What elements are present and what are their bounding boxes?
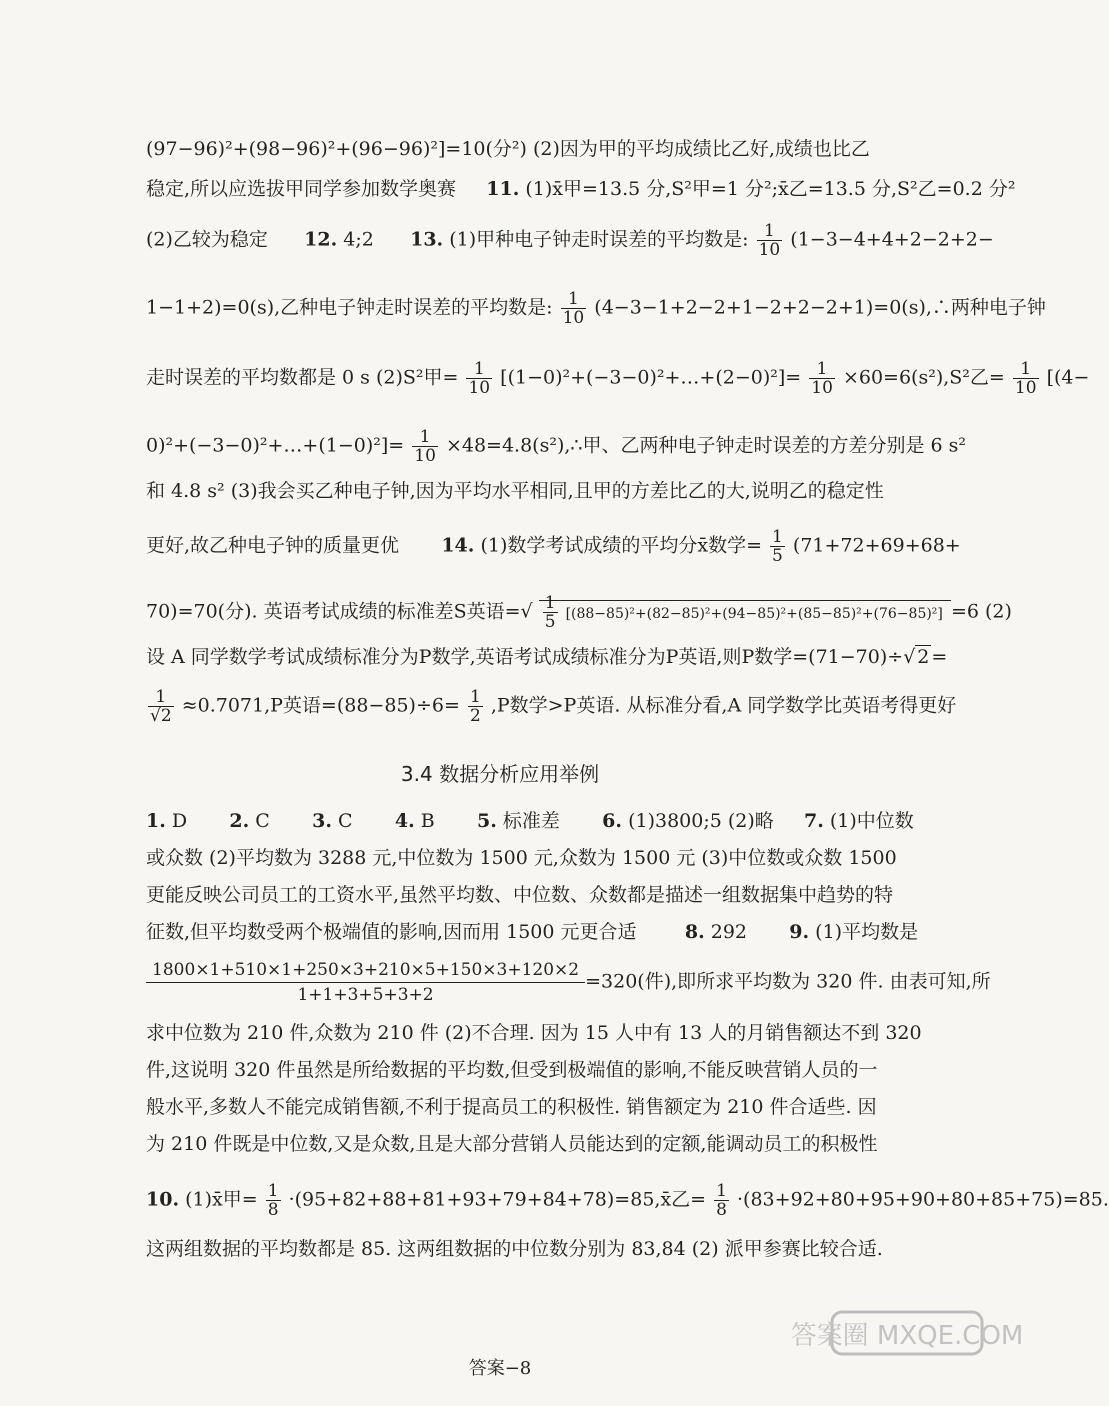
text-line: 为 210 件既是中位数,又是众数,且是大部分营销人员能达到的定额,能调动员工的积极性 [146, 1133, 878, 1155]
fraction: $\frac{1}{10}$ [811, 359, 833, 398]
text-line: 和 4.8 s² (3)我会买乙种电子钟,因为平均水平相同,且甲的方差比乙的大,说明乙的稳定性 [146, 480, 884, 502]
text-line: 件,这说明 320 件虽然是所给数据的平均数,但受到极端值的影响,不能反映营销人员的一 [146, 1059, 878, 1081]
answer-value: C [338, 810, 353, 832]
text-span: [(1−0)²+(−3−0)²+…+(2−0)²]= [500, 366, 802, 389]
question-number: 6. [602, 810, 623, 832]
answer-value: (1)中位数 [829, 810, 914, 832]
text-line: 更能反映公司员工的工资水平,虽然平均数、中位数、众数都是描述一组数据集中趋势的特 [146, 884, 894, 906]
text-span: 0)²+(−3−0)²+…+(1−0)²]= [146, 434, 405, 457]
text-line [146, 289, 1046, 328]
text-span: [(4− [1046, 366, 1090, 389]
text-span: 70)=70(分). 英语考试成绩的标准差S英语=√ [146, 600, 533, 623]
answer-value: 标准差 [502, 810, 560, 832]
fraction: $\frac{1}{5}$ [772, 527, 783, 566]
text-span: 征数,但平均数受两个极端值的影响,因而用 1500 元更合适 [146, 921, 637, 943]
text-line [146, 427, 967, 466]
text-line: 设 A 同学数学考试成绩标准分为P数学,英语考试成绩标准分为P英语,则P数学=(71−70)÷√ 2 = [146, 646, 948, 668]
text-span: 走时误差的平均数都是 0 s (2)S²甲= [146, 366, 459, 389]
text-line: 或众数 (2)平均数为 3288 元,中位数为 1500 元,众数为 1500 元 (3)中位数或众数 1500 [146, 847, 897, 869]
text-span: ,P数学>P英语. 从标准分看,A 同学数学比英语考得更好 [490, 694, 957, 717]
text-span: 稳定,所以应选拔甲同学参加数学奥赛 [146, 178, 457, 200]
question-number: 13. [410, 228, 444, 251]
question-number: 9. [789, 921, 810, 943]
question-number: 2. [229, 810, 250, 832]
answer-value: B [420, 810, 435, 832]
fraction: $\frac{1}{2}$ [469, 687, 481, 726]
text-span: (71+72+69+68+ [792, 534, 961, 557]
text-line [146, 919, 919, 945]
text-span: [(88−85)²+(82−85)²+(94−85)²+(85−85)²+(76−85)²] [565, 605, 943, 622]
text-line [146, 593, 1012, 632]
text-span: (1)数学考试成绩的平均分x̄数学= [480, 534, 762, 557]
answer-value: (1)3800;5 (2)略 [628, 810, 774, 832]
fraction: $\frac{1}{10}$ [414, 427, 436, 466]
question-number: 14. [441, 534, 475, 557]
text-span: ≈0.7071,P英语=(88−85)÷6= [181, 694, 460, 717]
text-span: ×48=4.8(s²),∴甲、乙两种电子钟走时误差的方差分别是 6 s² [445, 434, 967, 457]
text-line: (97−96)²+(98−96)²+(96−96)²]=10(分²) (2)因为甲的平均成绩比乙好,成绩也比乙 [146, 138, 870, 160]
fraction: $\frac{1}{10}$ [468, 359, 491, 398]
fraction: $\frac{1}{10}$ [562, 289, 585, 328]
text-span: 设 A 同学数学考试成绩标准分为P数学,英语考试成绩标准分为P英语,则P数学=(71−70)÷ [146, 646, 904, 668]
fraction: $\frac{1}{10}$ [1014, 359, 1037, 398]
text-span: 更好,故乙种电子钟的质量更优 [146, 534, 400, 557]
question-number: 7. [803, 810, 824, 832]
text-span: =6 (2) [950, 600, 1012, 623]
text-line [146, 527, 961, 566]
text-line [146, 176, 1016, 202]
section-heading: 3.4 数据分析应用举例 [400, 762, 600, 786]
text-span: (4−3−1+2−2+1−2+2−2+1)=0(s),∴两种电子钟 [594, 296, 1046, 319]
fraction: $\frac{1}{10}$ [758, 221, 781, 260]
text-span: ×60=6(s²),S²乙= [842, 366, 1005, 389]
text-line [146, 808, 914, 834]
question-number: 10. [146, 1188, 180, 1211]
text-span: 1−1+2)=0(s),乙种电子钟走时误差的平均数是: [146, 296, 553, 319]
text-span: =320(件),即所求平均数为 320 件. 由表可知,所 [585, 970, 991, 993]
sqrt-expression: 2 [917, 646, 930, 668]
question-number: 1. [146, 810, 166, 832]
question-number: 12. [304, 228, 338, 251]
text-span: (1)平均数是 [815, 921, 919, 943]
watermark-logo [790, 1306, 1024, 1386]
text-span: 4;2 [343, 228, 374, 251]
text-line [146, 359, 1090, 398]
fraction: $\frac{1}{8}$ [267, 1181, 279, 1220]
answer-value: C [255, 810, 270, 832]
question-number: 11. [486, 178, 520, 200]
text-span: (1)x̄甲=13.5 分,S²甲=1 分²;x̄乙=13.5 分,S²乙=0.2 分² [525, 178, 1016, 200]
text-span: (1−3−4+4+2−2+2− [790, 228, 994, 251]
text-span: ·(95+82+88+81+93+79+84+78)=85,x̄乙= [288, 1188, 707, 1211]
text-line: 求中位数为 210 件,众数为 210 件 (2)不合理. 因为 15 人中有 13 人的月销售额达不到 320 [146, 1022, 922, 1044]
watermark-text: 答案圈 MXQE.COM [790, 1321, 1024, 1351]
text-line: 这两组数据的平均数都是 85. 这两组数据的中位数分别为 83,84 (2) 派甲参赛比较合适. [146, 1238, 883, 1260]
answer-value: 292 [710, 921, 747, 943]
fraction: $\frac{1}{8}$ [716, 1181, 727, 1220]
text-span: (1)x̄甲= [185, 1188, 258, 1211]
text-span: (1)甲种电子钟走时误差的平均数是: [449, 228, 749, 251]
text-line [146, 958, 991, 1007]
fraction: $\frac{1}{√2}$ [150, 687, 172, 726]
page-footer: 答案−8 [468, 1358, 532, 1379]
text-span: = [931, 646, 948, 668]
question-number: 5. [476, 810, 497, 832]
text-line [146, 687, 957, 726]
text-line [146, 1181, 1109, 1220]
question-number: 4. [394, 810, 415, 832]
text-line [146, 221, 994, 260]
question-number: 8. [684, 921, 705, 943]
answer-value: D [171, 810, 188, 832]
fraction: $\frac{1}{5}$ [544, 593, 556, 632]
sqrt-expression [539, 593, 951, 632]
fraction: $\frac{1800\times 1+510\times 1+250\times 3+210\times 5+150\times 3+120\times 2}{1+1+3+5+3+2}$ [146, 958, 585, 1007]
text-line: 般水平,多数人不能完成销售额,不利于提高员工的积极性. 销售额定为 210 件合适些. 因 [146, 1096, 877, 1118]
question-number: 3. [312, 810, 332, 832]
text-span: (2)乙较为稳定 [146, 228, 268, 251]
text-span: ·(83+92+80+95+90+80+85+75)=85. [737, 1188, 1109, 1211]
